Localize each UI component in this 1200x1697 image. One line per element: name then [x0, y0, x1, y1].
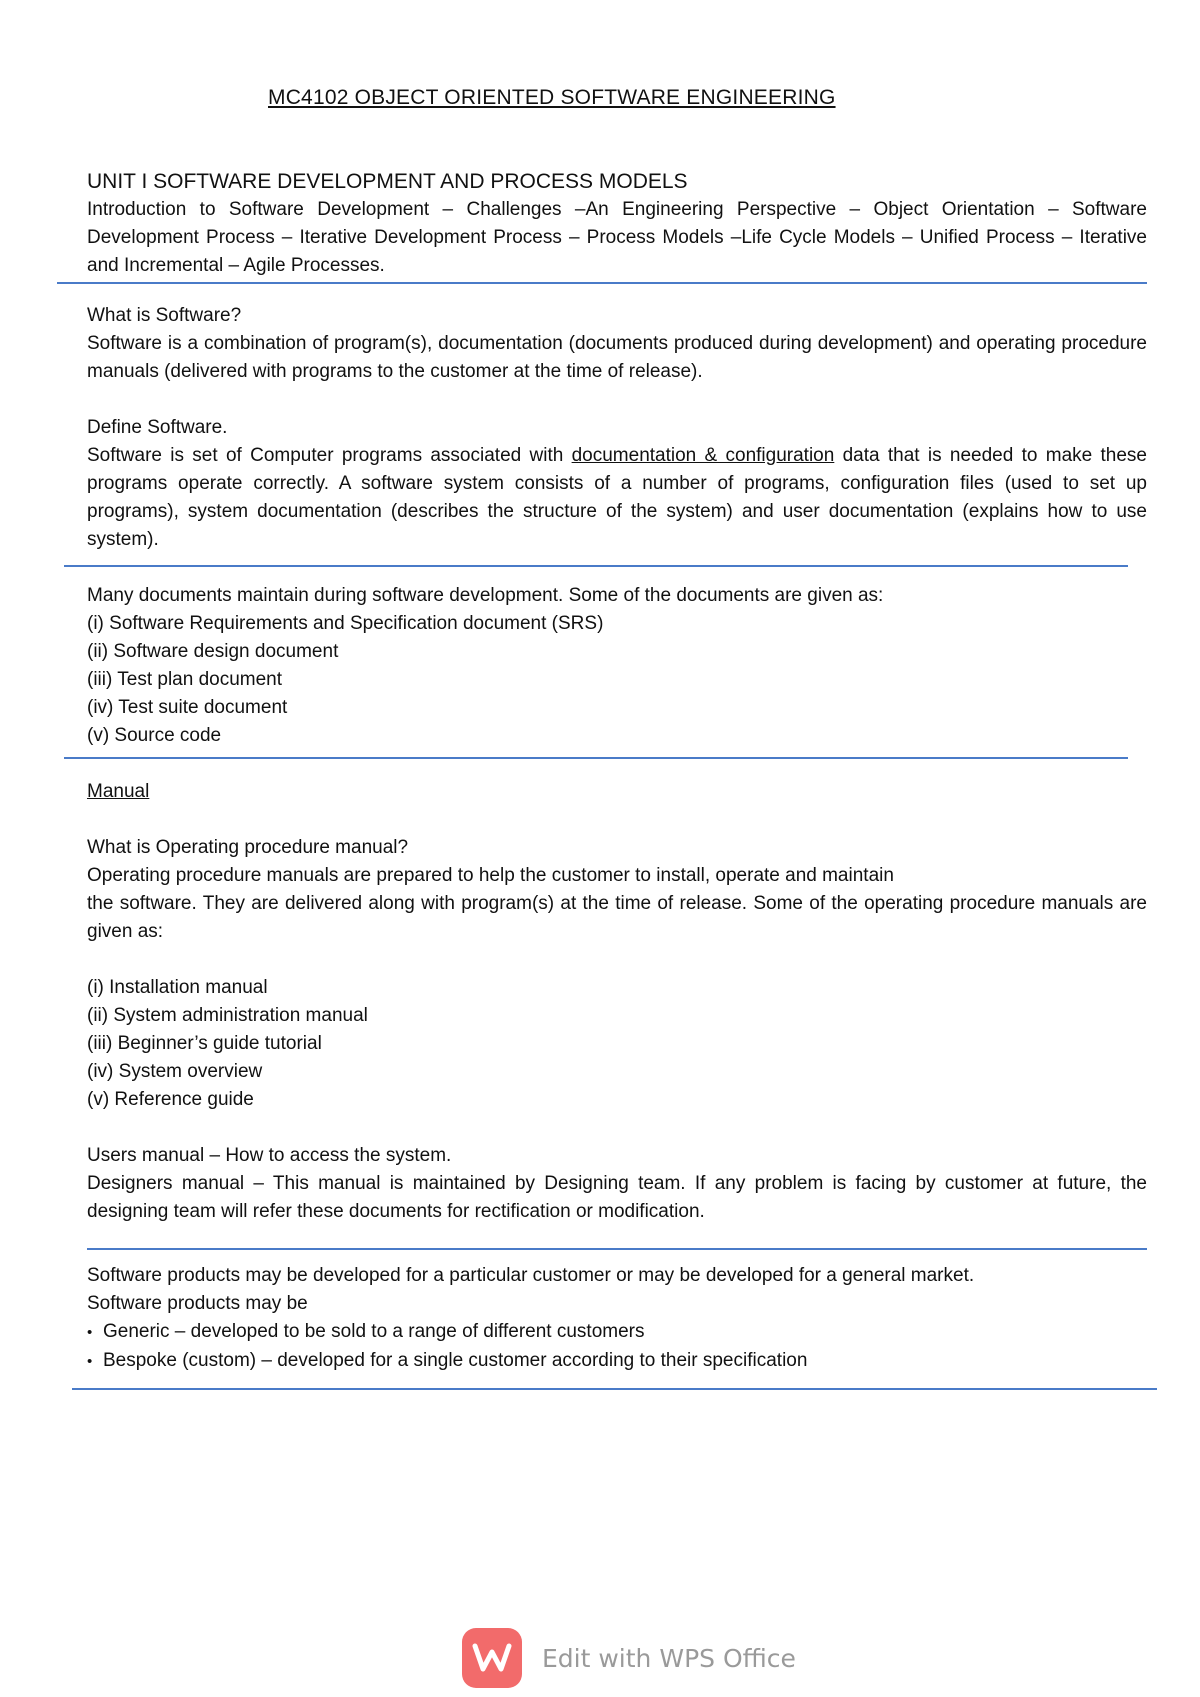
list-item: • Generic – developed to be sold to a range of different customers [87, 1318, 1147, 1347]
list-item: (v) Reference guide [87, 1089, 254, 1110]
section-divider [72, 1388, 1157, 1390]
what-is-software-question: What is Software? [87, 305, 242, 326]
list-item: • Bespoke (custom) – developed for a single customer according to their specification [87, 1347, 1147, 1376]
wps-watermark[interactable] [462, 1628, 796, 1688]
products-bullets [87, 1318, 1147, 1376]
wps-watermark-text: Edit with WPS Office [542, 1643, 796, 1673]
define-software-text-before: Software is set of Computer programs associated with [87, 445, 572, 466]
manuals-list [87, 974, 1147, 1114]
what-is-software-answer: Software is a combination of program(s), documentation (documents produced during development) and operating procedure manuals (delivered with programs to the customer at the time of release). [87, 333, 1147, 382]
manual-line-1: Operating procedure manuals are prepared to help the customer to install, operate and maintain [87, 865, 894, 886]
products-line-2: Software products may be [87, 1293, 308, 1314]
unit-heading: UNIT I SOFTWARE DEVELOPMENT AND PROCESS MODELS [87, 170, 688, 193]
section-divider [57, 282, 1147, 284]
documents-intro: Many documents maintain during software development. Some of the documents are given as: [87, 585, 884, 606]
list-item: (v) Source code [87, 725, 222, 746]
define-software-text [87, 442, 1147, 554]
section-divider [87, 1248, 1147, 1250]
section-divider [64, 757, 1128, 759]
define-software-text-after: data that is needed to make these programs operate correctly. A software system consists of a number of programs, configuration files (used to set up programs), system documentation (describes the structure of the system) and user documentation (explains how to use system). [87, 445, 1147, 550]
list-item: (ii) System administration manual [87, 1005, 368, 1026]
products-line-1: Software products may be developed for a particular customer or may be developed for a general market. [87, 1265, 975, 1286]
list-item: (i) Software Requirements and Specification document (SRS) [87, 613, 604, 634]
manual-question: What is Operating procedure manual? [87, 837, 409, 858]
list-item: (iii) Test plan document [87, 669, 283, 690]
manual-heading: Manual [87, 781, 150, 802]
section-divider [64, 565, 1128, 567]
list-item: (ii) Software design document [87, 641, 339, 662]
manual-line-2: the software. They are delivered along with program(s) at the time of release. Some of the operating procedure manuals are given as: [87, 893, 1147, 942]
what-is-software-section [87, 302, 1147, 554]
define-software-heading: Define Software. [87, 417, 228, 438]
define-software-underlined: documentation & configuration [571, 445, 835, 466]
designers-manual: Designers manual – This manual is maintained by Designing team. If any problem is facing by customer at future, the designing team will refer these documents for rectification or modification. [87, 1173, 1147, 1222]
documents-section [87, 582, 1147, 750]
list-item: (i) Installation manual [87, 977, 268, 998]
documents-list [87, 610, 1147, 750]
document-title: MC4102 OBJECT ORIENTED SOFTWARE ENGINEERING [268, 86, 836, 109]
users-manual: Users manual – How to access the system. [87, 1145, 452, 1166]
manual-section [87, 778, 1147, 1226]
unit-section [87, 168, 1147, 280]
unit-topics: Introduction to Software Development – Challenges –An Engineering Perspective – Object Orientation – Software Development Process – Iterative Development Process – Process Models –Life Cycle Models – Unified Process – Iterative and Incremental – Agile Processes. [87, 199, 1147, 276]
wps-logo-icon [462, 1628, 522, 1688]
list-item: (iv) Test suite document [87, 697, 288, 718]
list-item: (iv) System overview [87, 1061, 263, 1082]
products-section [87, 1262, 1147, 1376]
list-item: (iii) Beginner’s guide tutorial [87, 1033, 322, 1054]
